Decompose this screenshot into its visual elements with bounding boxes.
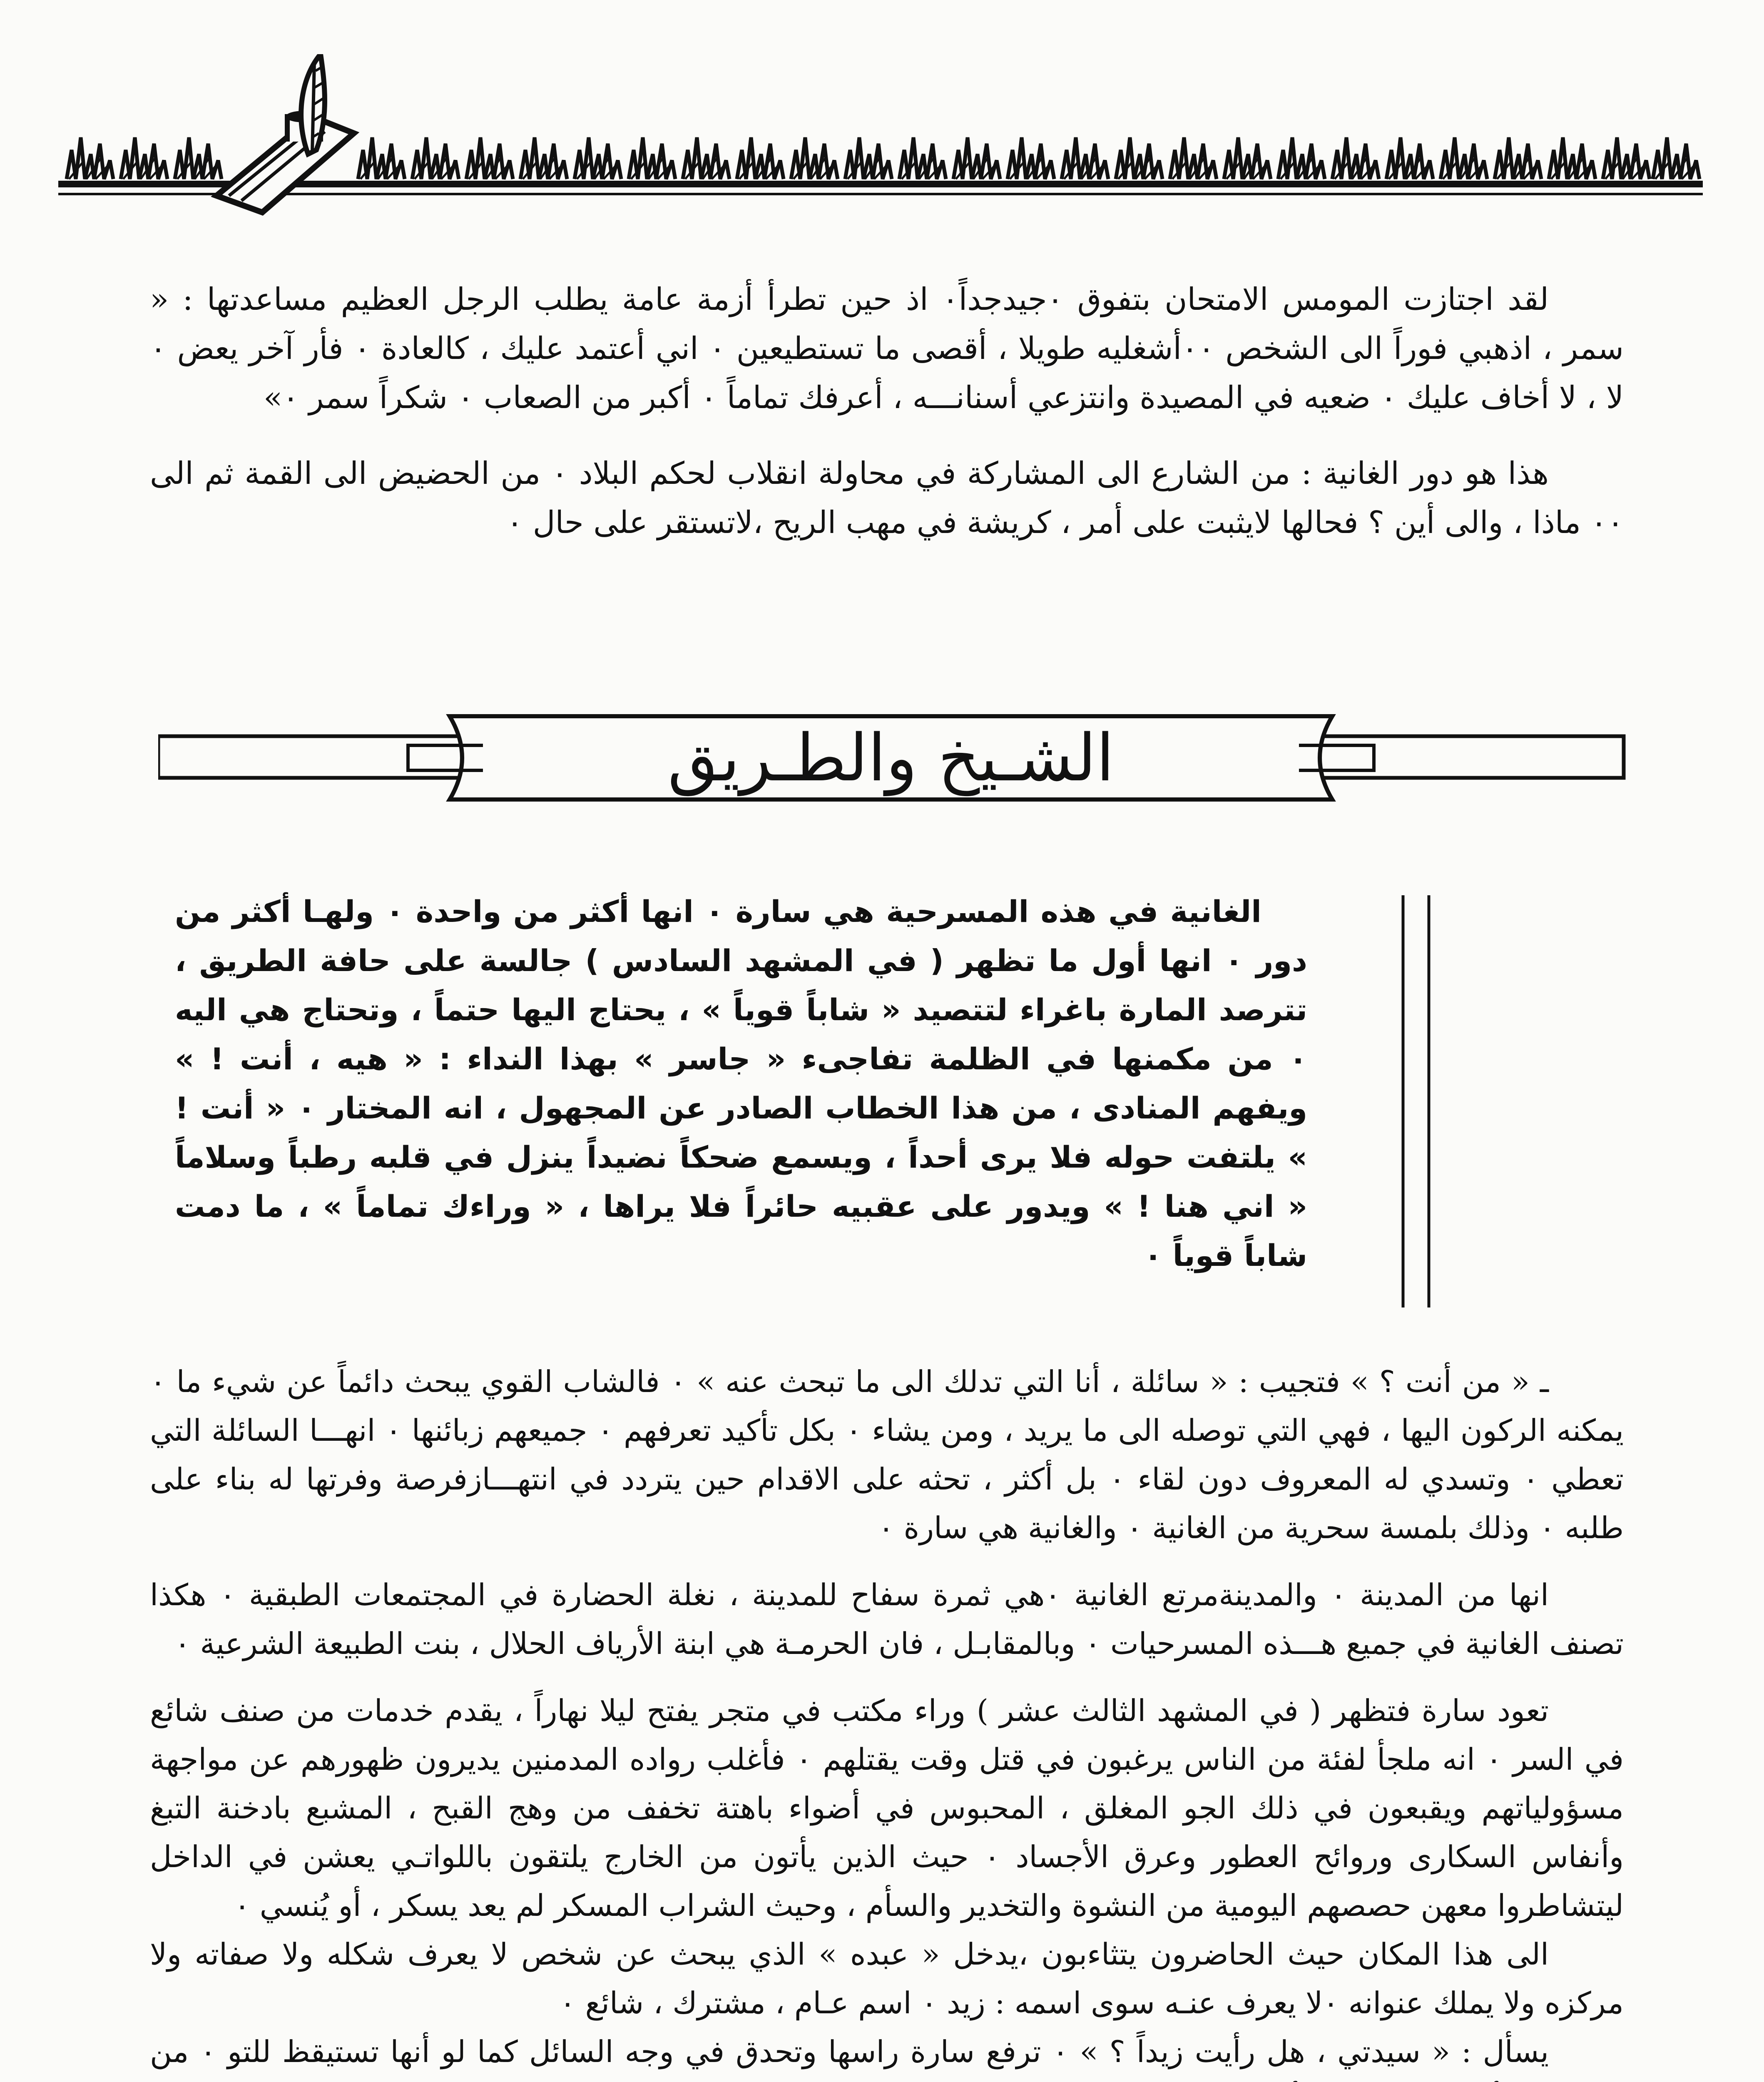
quote-paragraph: الغانية في هذه المسرحية هي سارة ٠ انها أكثر من واحدة ٠ ولهـا أكثر من دور ٠ انها أول ما تظهر ( في المشهد السادس ) جالسة على حافة الطريق ، تترصد المارة باغراء لتتصيد « شاباً قوياً » ، يحتاج اليها حتماً ، وتحتاج هي اليه ٠ من مكمنها في الظلمة تفاجىء « جاسر » بهذا النداء : « هيه ، أنت ! » ويفهم المنادى ، من هذا الخطاب الصادر عن المجهول ، انه المختار ٠ « أنت ! » يلتفت حوله فلا يرى أحداً ، ويسمع ضحكاً نضيداً ينزل في قلبه رطباً وسلاماً « اني هنا ! » ويدور على عقبيه حائراً فلا يراها ، « وراءك تماماً » ، ما دمت شاباً قوياً ٠ [175,894,1307,1273]
quill-icon [301,54,325,154]
body-paragraph: الى هذا المكان حيث الحاضرون يتثاءبون ،يدخل « عبده » الذي يبحث عن شخص لا يعرف شكله ولا صفاته ولا مركزه ولا يملك عنوانه ٠لا يعرف عنـه سوى اسمه : زيد ٠ اسم عـام ، مشترك ، شائع ٠ [150,1937,1624,2020]
quill-grass-ornament [58,54,1703,237]
body-paragraphs [150,1357,1624,2082]
body-paragraph: تعود سارة فتظهر ( في المشهد الثالث عشر ) وراء مكتب في متجر يفتح ليلا نهاراً ، يقدم خدمات من صنف شائع في السر ٠ انه ملجأ لفئة من الناس يرغبون في قتل وقت يقتلهم ٠ فأغلب رواده المدمنين يديرون ظهورهم عن مواجهة مسؤولياتهم ويقبعون في ذلك الجو المغلق ، المحبوس في أضواء باهتة تخفف من وهج القبح ، المشبع بادخنة التبغ وأنفاس السكارى وروائح العطور وعرق الأجساد ٠ حيث الذين يأتون من الخارج يلتقون باللواتـي يعشن في الداخل ليتشاطروا معهن حصصهم اليومية من النشوة والتخدير والسأم ، وحيث الشراب المسكر لم يعد يسكر ، أو يُنسي ٠ [150,1693,1624,1923]
body-paragraph: يسأل : « سيدتي ، هل رأيت زيداً ؟ » ٠ ترفع سارة راسها وتحدق في وجه السائل كما لو أنها تستيقظ للتو ٠ من [150,2034,1549,2069]
intro-paragraphs [150,275,1624,547]
section-title: الشـيخ والطـريق [667,720,1115,796]
body-paragraph: انها من المدينة ٠ والمدينةمرتع الغانية ٠هي ثمرة سفاح للمدينة ، نغلة الحضارة في المجتمعات الطبقية ٠ هكذا تصنف الغانية في جميع هـــذه المسرحيات ٠ وبالمقابـل ، فان الحرمـة هي ابنة الأرياف الحلال ، بنت الطبيعة الشرعية ٠ [150,1577,1624,1661]
intro-paragraph: هذا هو دور الغانية : من الشارع الى المشاركة في محاولة انقلاب لحكم البلاد ٠ من الحضيض الى القمة ثم الى ٠٠ ماذا ، والى أين ؟ فحالها لايثبت على أمر ، كريشة في مهب الريح ،لاتستقر على حال ٠ [150,456,1624,540]
quote-vertical-rules [1391,895,1441,1307]
body-paragraph: ـ « من أنت ؟ » فتجيب : « سائلة ، أنا التي تدلك الى ما تبحث عنه » ٠ فالشاب القوي يبحث دائماً عن شيء ما ٠ يمكنه الركون اليها ، فهي التي توصله الى ما يريد ، ومن يشاء ٠ بكل تأكيد تعرفهم ٠ جميعهم زبائنها ٠ انهـــا السائلة التي تعطي ٠ وتسدي له المعروف دون لقاء ٠ بل أكثر ، تحثه على الاقدام حين يتردد في انتهـــازفرصة وفرتها له بناء على طلبه ٠ وذلك بلمسة سحرية من الغانية ٠ والغانية هي سارة ٠ [150,1364,1624,1545]
intro-paragraph: لقد اجتازت المومس الامتحان بتفوق ٠جيدجداً٠ اذ حين تطرأ أزمة عامة يطلب الرجل العظيم مساعدتها : « سمر ، اذهبي فوراً الى الشخص ٠٠أشغليه طويلا ، أقصى ما تستطيعين ٠ اني أعتمد عليك ، كالعادة ٠ فأر آخر يعض ٠ لا ، لا أخاف عليك ٠ ضعيه في المصيدة وانتزعي أسنانـــه ، أعرفك تماماً ٠ أكبر من الصعاب ٠ شكراً سمر ٠» [150,281,1624,416]
bold-quote-block [175,887,1307,1280]
inkwell-book-icon [216,111,354,212]
